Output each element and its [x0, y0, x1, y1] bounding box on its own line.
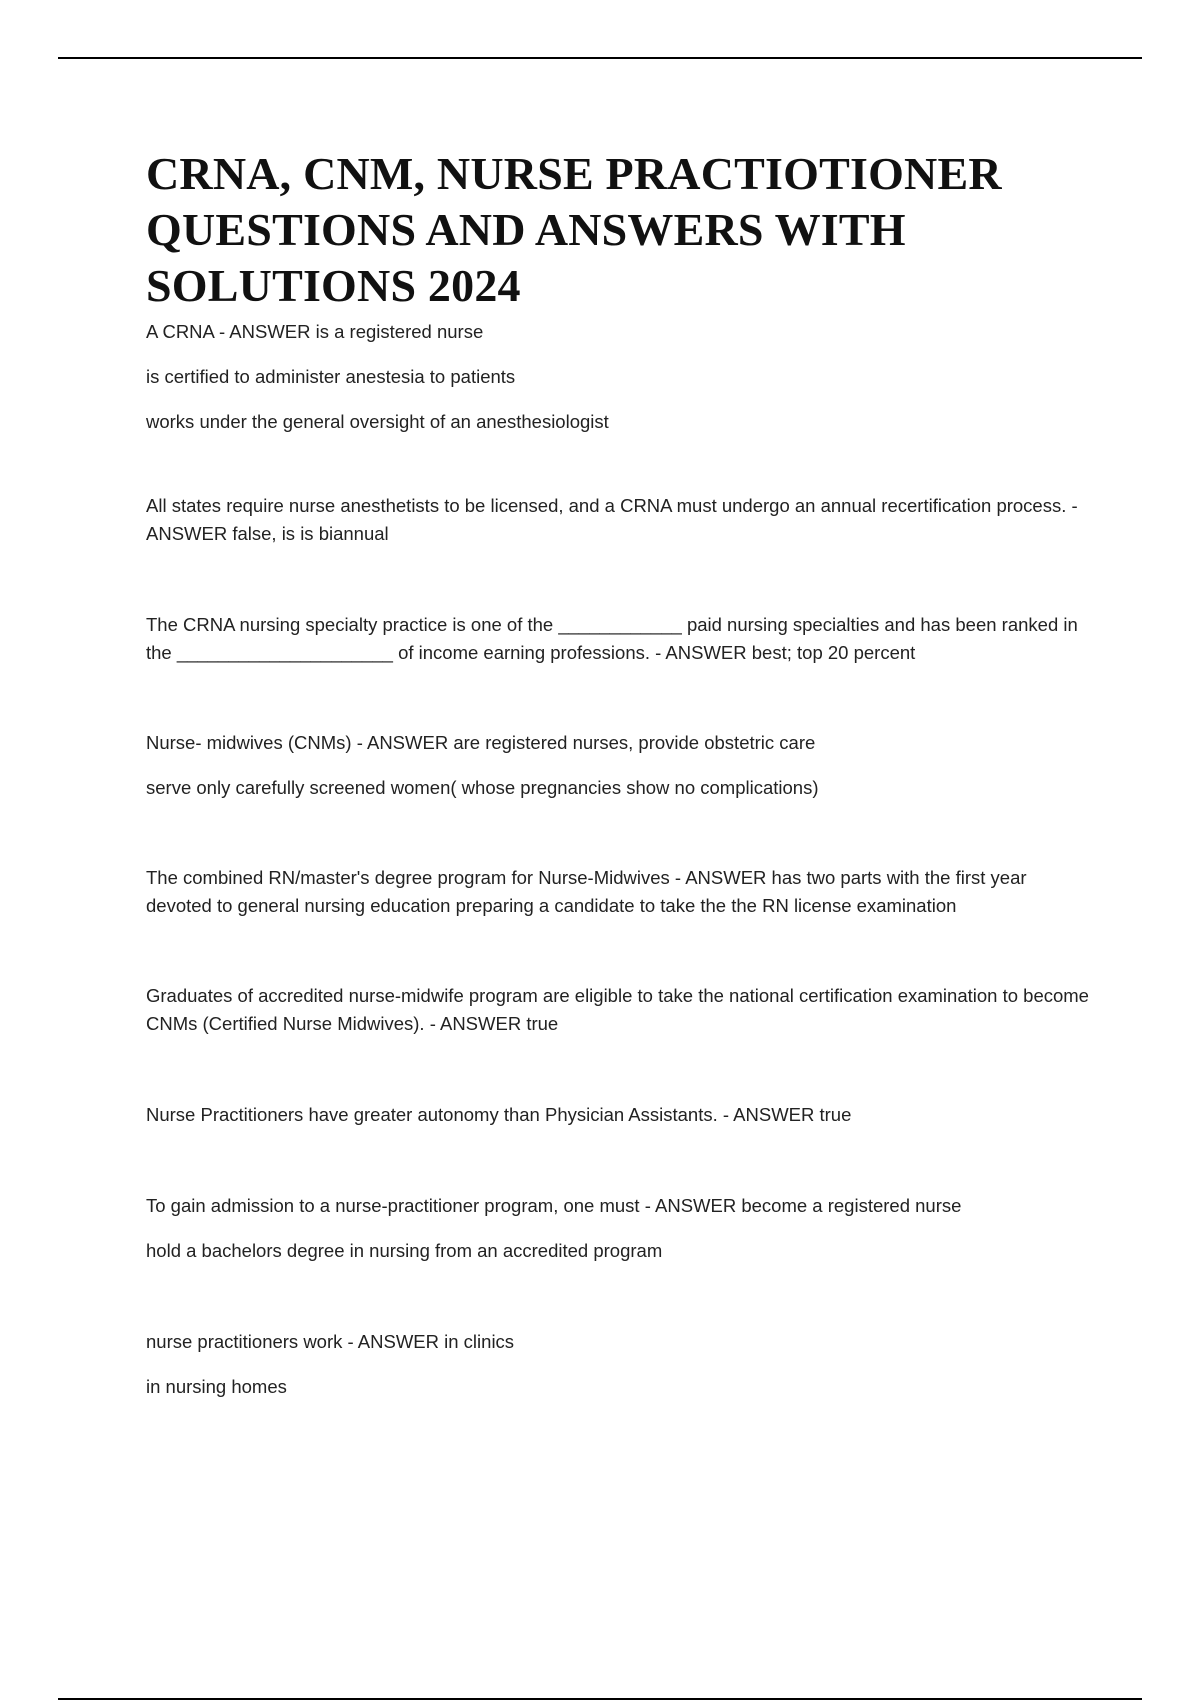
qa-line: is certified to administer anestesia to patients: [146, 366, 516, 387]
qa-text: The CRNA nursing specialty practice is one of the ____________ paid nursing specialties and has been ranked in the _____________________ of income earning professions. - ANSWER best; top 20 percent: [146, 614, 1078, 663]
qa-line: in nursing homes: [146, 1376, 287, 1397]
qa-line: A CRNA - ANSWER is a registered nurse: [146, 321, 484, 342]
header-rule: [58, 57, 1142, 59]
document-body: [146, 146, 1091, 1401]
qa-line: works under the general oversight of an anesthesiologist: [146, 411, 609, 432]
qa-text: All states require nurse anesthetists to be licensed, and a CRNA must undergo an annual recertification process. - ANSWER false, is is biannual: [146, 495, 1078, 544]
qa-text: The combined RN/master's degree program for Nurse-Midwives - ANSWER has two parts with the first year devoted to general nursing education preparing a candidate to take the the RN license examination: [146, 867, 1027, 916]
qa-line: hold a bachelors degree in nursing from an accredited program: [146, 1240, 663, 1261]
qa-text: Nurse Practitioners have greater autonomy than Physician Assistants. - ANSWER true: [146, 1104, 852, 1125]
qa-item-np-autonomy: [146, 1101, 1091, 1129]
qa-line: To gain admission to a nurse-practitioner program, one must - ANSWER become a registered nurse: [146, 1195, 962, 1216]
qa-item-cnm-certification: [146, 982, 1091, 1038]
qa-line: nurse practitioners work - ANSWER in clinics: [146, 1331, 515, 1352]
qa-item-crna-definition: [146, 318, 1091, 436]
qa-item-cnm-program: [146, 864, 1091, 920]
qa-item-np-workplaces: [146, 1328, 1091, 1401]
qa-item-crna-licensing: [146, 492, 1091, 548]
qa-item-np-admission: [146, 1192, 1091, 1265]
qa-line: Nurse- midwives (CNMs) - ANSWER are registered nurses, provide obstetric care: [146, 732, 816, 753]
qa-line: serve only carefully screened women( whose pregnancies show no complications): [146, 777, 819, 798]
qa-item-cnm-definition: [146, 729, 1091, 802]
qa-item-crna-pay: [146, 611, 1091, 667]
qa-text: Graduates of accredited nurse-midwife program are eligible to take the national certification examination to become CNMs (Certified Nurse Midwives). - ANSWER true: [146, 985, 1089, 1034]
document-title: CRNA, CNM, NURSE PRACTIOTIONER QUESTIONS AND ANSWERS WITH SOLUTIONS 2024: [146, 148, 1002, 311]
